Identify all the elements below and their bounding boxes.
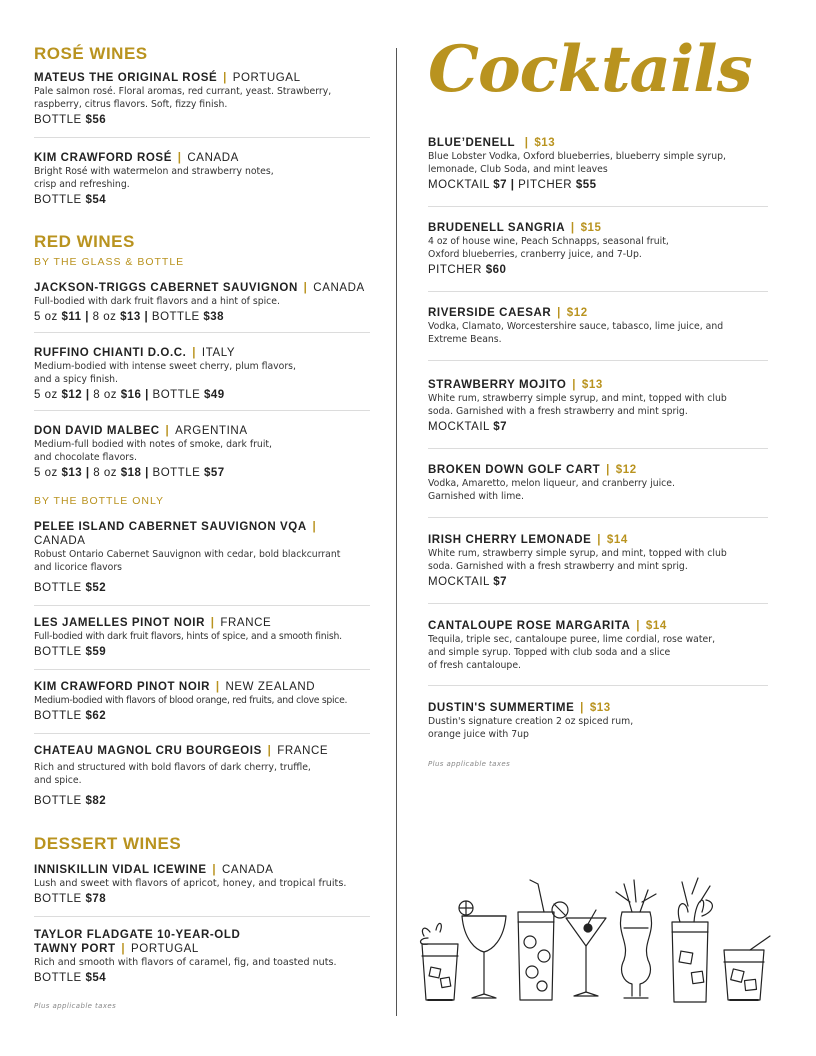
item-origin: CANADA [187,152,239,164]
menu-item: KIM CRAWFORD ROSÉ | CANADA Bright Rosé with watermelon and strawberry notes, crisp and refreshing. BOTTLE $54 [34,151,370,208]
item-origin: PORTUGAL [131,943,199,955]
item-description: Full-bodied with dark fruit flavors and a hint of spice. [34,296,280,307]
menu-item: INNISKILLIN VIDAL ICEWINE | CANADA Lush and sweet with flavors of apricot, honey, and tropical fruits. BOTTLE $78 [34,863,370,907]
wine-column [34,44,370,1010]
item-name: CHATEAU MAGNOL CRU BOURGEOIS [34,745,262,757]
item-description: Medium-bodied with intense sweet cherry, plum flavors, [34,361,296,372]
item-divider [34,916,370,917]
item-name: RIVERSIDE CAESAR [428,307,552,319]
item-description: Vodka, Clamato, Worcestershire sauce, tabasco, lime juice, and [428,321,724,332]
item-description: Tequila, triple sec, cantaloupe puree, lime cordial, rose water, [428,634,716,645]
item-price: BOTTLE $54 [34,194,107,206]
item-name: CANTALOUPE ROSE MARGARITA [428,620,631,632]
item-name: TAYLOR FLADGATE 10-YEAR-OLD [34,929,241,941]
item-name: DON DAVID MALBEC [34,425,160,437]
item-price: $15 [580,222,602,234]
item-extra-price: MOCKTAIL $7 | PITCHER $55 [428,179,597,191]
item-origin: FRANCE [277,745,329,757]
item-description: Medium-full bodied with notes of smoke, dark fruit, [34,439,273,450]
highball-glass-icon [421,923,459,1000]
item-price: $13 [534,137,556,149]
item-name: BLUE’DENELL [428,137,516,149]
item-divider [428,206,768,207]
item-origin: FRANCE [220,617,272,629]
item-divider [34,137,370,138]
item-name: KIM CRAWFORD PINOT NOIR [34,681,211,693]
menu-item: DON DAVID MALBEC | ARGENTINA Medium-full bodied with notes of smoke, dark fruit, and chocolate flavors. 5 oz $13 | 8 oz $18 | BOTTLE $57 [34,424,370,481]
menu-item: RUFFINO CHIANTI D.O.C. | ITALY Medium-bodied with intense sweet cherry, plum flavors, and a spicy finish. 5 oz $12 | 8 oz $16 | BOTTLE $49 [34,346,370,403]
item-description: White rum, strawberry simple syrup, and mint, topped with club [428,548,727,559]
herb-glass-icon [672,878,712,1002]
item-price: 5 oz $12 | 8 oz $16 | BOTTLE $49 [34,389,225,401]
item-description: and spice. [34,775,82,786]
margarita-glass-icon [459,901,506,998]
item-description: Extreme Beans. [428,334,502,345]
item-description: Robust Ontario Cabernet Sauvignon with cedar, bold blackcurrant [34,549,341,560]
menu-item: STRAWBERRY MOJITO | $13 White rum, strawberry simple syrup, and mint, topped with club soda. Garnished with a fresh strawberry and mint sprig. MOCKTAIL $7 [428,378,768,435]
item-name: STRAWBERRY MOJITO [428,379,567,391]
item-price: 5 oz $11 | 8 oz $13 | BOTTLE $38 [34,311,225,323]
column-divider [396,48,397,1016]
menu-item: RIVERSIDE CAESAR | $12 Vodka, Clamato, Worcestershire sauce, tabasco, lime juice, and Extreme Beans. [428,306,768,346]
item-divider [428,291,768,292]
item-name: DUSTIN'S SUMMERTIME [428,702,575,714]
item-name: TAWNY PORT [34,943,116,955]
item-description: orange juice with 7up [428,729,529,740]
item-description: soda. Garnished with a fresh strawberry and mint sprig. [428,561,688,572]
item-divider [428,685,768,686]
item-origin: ARGENTINA [175,425,248,437]
item-price: BOTTLE $56 [34,114,107,126]
item-name: LES JAMELLES PINOT NOIR [34,617,205,629]
menu-item: JACKSON-TRIGGS CABERNET SAUVIGNON | CANADA Full-bodied with dark fruit flavors and a hint of spice. 5 oz $11 | 8 oz $13 | BOTTLE $38 [34,281,370,325]
item-description: Lush and sweet with flavors of apricot, honey, and tropical fruits. [34,878,347,889]
item-name: KIM CRAWFORD ROSÉ [34,152,172,164]
item-name: INNISKILLIN VIDAL ICEWINE [34,864,207,876]
item-divider [428,448,768,449]
item-description: Rich and smooth with flavors of caramel, fig, and toasted nuts. [34,957,337,968]
cocktail-illustration [410,872,780,1008]
item-description: Blue Lobster Vodka, Oxford blueberries, blueberry simple syrup, [428,151,726,162]
red-section-title: RED WINES [34,232,135,251]
item-description: raspberry, citrus flavors. Soft, fizzy finish. [34,99,228,110]
item-name: PELEE ISLAND CABERNET SAUVIGNON VQA [34,521,307,533]
old-fashioned-glass-icon [724,936,770,1000]
item-price: $13 [581,379,603,391]
menu-item: CHATEAU MAGNOL CRU BOURGEOIS | FRANCE Rich and structured with bold flavors of dark cherry, truffle, and spice. BOTTLE $82 [34,744,370,809]
menu-item: BROKEN DOWN GOLF CART | $12 Vodka, Amaretto, melon liqueur, and cranberry juice. Garnished with lime. [428,463,768,503]
item-price: BOTTLE $52 [34,582,107,594]
item-description: and licorice flavors [34,562,123,573]
item-price: BOTTLE $78 [34,893,107,905]
item-origin: ITALY [201,347,236,359]
item-price: $14 [645,620,667,632]
item-description: lemonade, Club Soda, and mint leaves [428,164,608,175]
item-origin: CANADA [222,864,274,876]
item-price: $14 [606,534,628,546]
item-price: $12 [566,307,588,319]
item-name: RUFFINO CHIANTI D.O.C. [34,347,187,359]
item-description: and simple syrup. Topped with club soda and a slice [428,647,671,658]
hurricane-glass-icon [616,880,656,998]
item-extra-price: MOCKTAIL $7 [428,421,508,433]
cocktails-title: Cocktails [428,32,752,107]
item-description: Bright Rosé with watermelon and strawberry notes, [34,166,274,177]
item-price: BOTTLE $82 [34,795,107,807]
item-extra-price: PITCHER $60 [428,264,507,276]
item-description: 4 oz of house wine, Peach Schnapps, seasonal fruit, [428,236,669,247]
item-extra-price: MOCKTAIL $7 [428,576,508,588]
item-origin: PORTUGAL [232,72,301,84]
item-description: Garnished with lime. [428,491,524,502]
item-name: JACKSON-TRIGGS CABERNET SAUVIGNON [34,282,298,294]
item-origin: CANADA [34,535,86,547]
menu-item: LES JAMELLES PINOT NOIR | FRANCE Full-bodied with dark fruit flavors, hints of spice, and a smooth finish. BOTTLE $59 [34,616,370,660]
item-description: crisp and refreshing. [34,179,130,190]
item-description: Pale salmon rosé. Floral aromas, red currant, yeast. Strawberry, [34,86,332,97]
item-divider [34,669,370,670]
item-description: White rum, strawberry simple syrup, and mint, topped with club [428,393,727,404]
bottle-only-subheading: BY THE BOTTLE ONLY [34,495,165,507]
rose-section-title: ROSÉ WINES [34,44,148,63]
item-origin: CANADA [313,282,365,294]
item-divider [428,603,768,604]
item-description: Full-bodied with dark fruit flavors, hints of spice, and a smooth finish. [34,631,342,642]
item-name: BROKEN DOWN GOLF CART [428,464,601,476]
item-description: and a spicy finish. [34,374,119,385]
red-section-subtitle: BY THE GLASS & BOTTLE [34,256,185,268]
item-description: Oxford blueberries, cranberry juice, and 7-Up. [428,249,642,260]
menu-item: TAYLOR FLADGATE 10-YEAR-OLD TAWNY PORT | PORTUGAL Rich and smooth with flavors of caramel, fig, and toasted nuts. BOTTLE $54 [34,928,370,986]
dessert-section-title: DESSERT WINES [34,834,182,853]
item-price: BOTTLE $54 [34,972,107,984]
menu-item: MATEUS THE ORIGINAL ROSÉ | PORTUGAL Pale salmon rosé. Floral aromas, red currant, yeast. Strawberry, raspberry, citrus flavors. Soft, fizzy finish. BOTTLE $56 [34,71,370,128]
martini-glass-icon [566,910,606,996]
item-description: of fresh cantaloupe. [428,660,522,671]
item-description: soda. Garnished with a fresh strawberry and mint sprig. [428,406,688,417]
menu-item: DUSTIN'S SUMMERTIME | $13 Dustin's signature creation 2 oz spiced rum, orange juice with 7up [428,701,768,741]
cocktail-column [428,30,768,768]
menu-item: BLUE’DENELL | $13 Blue Lobster Vodka, Oxford blueberries, blueberry simple syrup, lemonade, Club Soda, and mint leaves MOCKTAIL $7 | PITCHER $55 [428,136,768,193]
item-price: $13 [589,702,611,714]
taxes-note: Plus applicable taxes [428,760,511,768]
item-divider [428,517,768,518]
tall-glass-icon [518,880,568,1000]
item-price: BOTTLE $59 [34,646,107,658]
menu-item: BRUDENELL SANGRIA | $15 4 oz of house wine, Peach Schnapps, seasonal fruit, Oxford blueberries, cranberry juice, and 7-Up. PITCHER $60 [428,221,768,278]
item-divider [34,410,370,411]
item-divider [428,360,768,361]
item-name: BRUDENELL SANGRIA [428,222,566,234]
item-divider [34,605,370,606]
menu-item: CANTALOUPE ROSE MARGARITA | $14 Tequila, triple sec, cantaloupe puree, lime cordial, rose water, and simple syrup. Topped with club soda and a slice of fresh cantaloupe. [428,619,768,672]
item-name: MATEUS THE ORIGINAL ROSÉ [34,72,218,84]
item-divider [34,733,370,734]
item-price: $12 [615,464,637,476]
menu-item: KIM CRAWFORD PINOT NOIR | NEW ZEALAND Medium-bodied with flavors of blood orange, red fruits, and clove spice. BOTTLE $62 [34,680,370,724]
item-description: Rich and structured with bold flavors of dark cherry, truffle, [34,762,311,773]
item-description: Vodka, Amaretto, melon liqueur, and cranberry juice. [428,478,675,489]
item-price: 5 oz $13 | 8 oz $18 | BOTTLE $57 [34,467,225,479]
item-origin: NEW ZEALAND [225,681,316,693]
item-description: Medium-bodied with flavors of blood orange, red fruits, and clove spice. [34,695,348,706]
item-divider [34,332,370,333]
menu-item: PELEE ISLAND CABERNET SAUVIGNON VQA | CANADA Robust Ontario Cabernet Sauvignon with cedar, bold blackcurrant and licorice flavors BOTTLE $52 [34,520,370,596]
menu-item: IRISH CHERRY LEMONADE | $14 White rum, strawberry simple syrup, and mint, topped with club soda. Garnished with a fresh strawberry and mint sprig. MOCKTAIL $7 [428,533,768,590]
item-name: IRISH CHERRY LEMONADE [428,534,592,546]
taxes-note: Plus applicable taxes [34,1002,117,1010]
item-price: BOTTLE $62 [34,710,107,722]
item-description: Dustin's signature creation 2 oz spiced rum, [428,716,634,727]
item-description: and chocolate flavors. [34,452,137,463]
